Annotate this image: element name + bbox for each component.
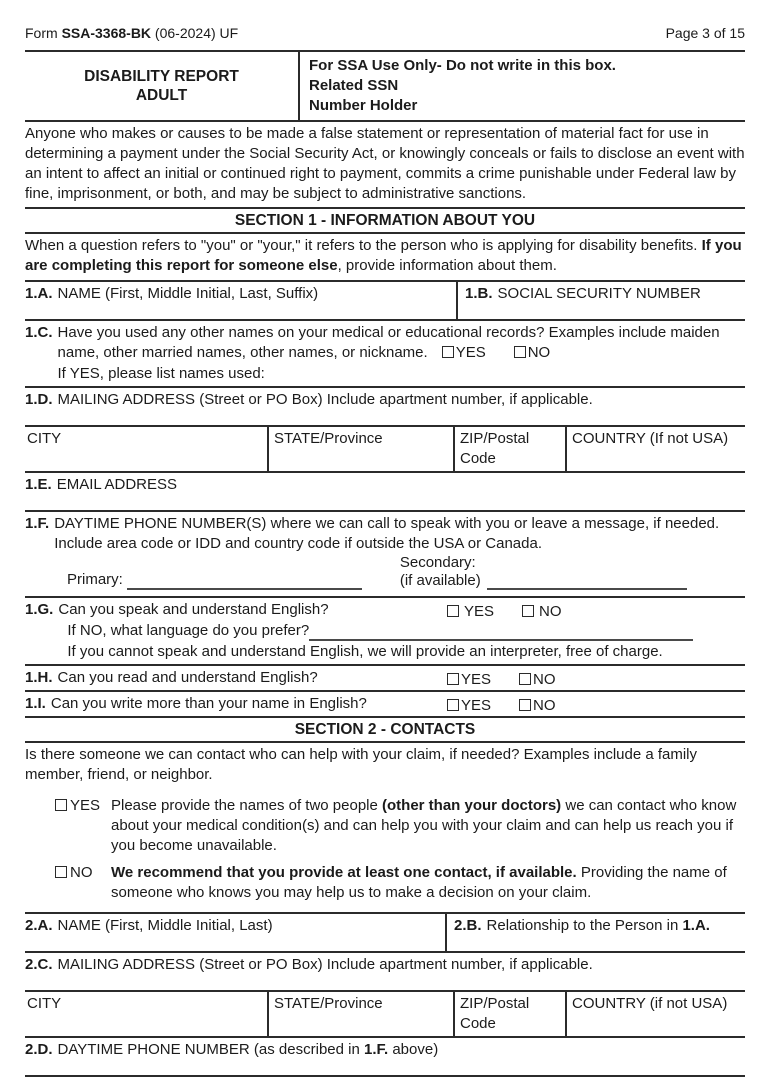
item-label-2d-ref: 1.F. — [363, 1041, 389, 1058]
address-table-1 — [25, 425, 745, 471]
section1-intro — [25, 234, 745, 280]
contact-no-choice — [55, 863, 111, 903]
primary-phone-input-line[interactable] — [127, 575, 362, 590]
contact-phone-input-area[interactable] — [25, 1060, 745, 1073]
state-cell[interactable] — [267, 427, 453, 471]
state-header: STATE/Province — [274, 430, 383, 447]
preferred-language-prompt: If NO, what language do you prefer? — [67, 622, 310, 639]
row-1h-read-english — [25, 664, 745, 690]
other-names-checkbox-group — [442, 344, 551, 361]
item-label-1i: Can you write more than your name in English? — [50, 695, 367, 712]
contact-name-input-area[interactable] — [25, 936, 441, 949]
form-id-prefix: Form — [25, 25, 62, 41]
contact-city-header: CITY — [27, 995, 62, 1012]
number-holder-label: Number Holder — [309, 97, 418, 114]
field-2a-contact-name — [25, 914, 447, 951]
item-label-2d — [58, 1040, 745, 1060]
item-number-2d: 2.D. — [25, 1041, 53, 1058]
names-used-prompt: If YES, please list names used: — [57, 365, 265, 382]
contact-zip-header: ZIP/Postal Code — [460, 995, 530, 1032]
ssa-use-only-note: For SSA Use Only- Do not write in this box. — [309, 57, 616, 74]
row-1i-write-english — [25, 690, 745, 716]
item-label-1b: SOCIAL SECURITY NUMBER — [497, 285, 701, 302]
other-names-no-checkbox[interactable] — [514, 346, 526, 358]
item-number-1d: 1.D. — [25, 391, 53, 408]
item-number-1i: 1.I. — [25, 695, 46, 712]
item-label-1g: Can you speak and understand English? — [58, 601, 329, 618]
zip-header: ZIP/Postal Code — [460, 430, 530, 467]
section1-intro-text1: When a question refers to "you" or "your," it refers to the person who is applying for disability benefits. — [25, 237, 702, 254]
primary-phone-label: Primary: — [67, 571, 123, 588]
read-english-checkbox-group — [447, 670, 556, 690]
contact-no-text — [111, 863, 745, 903]
city-cell[interactable] — [25, 427, 267, 471]
field-2b-relationship — [447, 914, 745, 951]
section1-intro-text2: , provide information about them. — [337, 257, 557, 274]
item-label-2d-text2: above) — [388, 1041, 439, 1058]
write-english-yes-label: YES — [461, 697, 492, 714]
item-number-1b: 1.B. — [465, 285, 493, 302]
contact-zip-cell[interactable] — [453, 992, 565, 1036]
item-label-1a: NAME (First, Middle Initial, Last, Suffix) — [57, 285, 319, 302]
item-label-1c: Have you used any other names on your medical or educational records? Examples include maiden name, other married names, other names, or nickname. — [57, 324, 720, 361]
section1-heading: SECTION 1 - INFORMATION ABOUT YOU — [25, 207, 745, 234]
row-2a-2b — [25, 912, 745, 951]
row-2d-contact-phone — [25, 1036, 745, 1077]
fraud-warning: Anyone who makes or causes to be made a false statement or representation of material fact for use in determining a payment under the Social Security Act, or knowingly conceals or fails to disclose an event with an intent to affect an initial or continued right to payment, commits a crime punishable under Federal law by fine, imprisonment, or both, and may be subject to administrative sanctions. — [25, 125, 745, 202]
row-2c-contact-address — [25, 951, 745, 990]
item-label-2a: NAME (First, Middle Initial, Last) — [57, 917, 273, 934]
field-1a-name — [25, 282, 458, 319]
form-id-suffix: (06-2024) UF — [151, 25, 239, 41]
field-1b-ssn — [458, 282, 745, 319]
preferred-language-input-line[interactable] — [309, 626, 693, 641]
contact-no-checkbox[interactable] — [55, 866, 67, 878]
item-number-1h: 1.H. — [25, 669, 53, 686]
contact-no-text1: Providing the name of someone who knows you may help us to make a decision on your claim. — [111, 864, 727, 901]
other-names-yes-checkbox[interactable] — [442, 346, 454, 358]
write-english-yes-checkbox[interactable] — [447, 699, 459, 711]
write-english-checkbox-group — [447, 696, 556, 716]
item-label-1e: EMAIL ADDRESS — [56, 476, 178, 493]
name-input-area[interactable] — [25, 304, 452, 317]
item-label-1f: DAYTIME PHONE NUMBER(S) where we can call to speak with you or leave a message, if needed. — [54, 515, 720, 532]
speak-english-checkbox-group — [447, 602, 562, 622]
row-1d-mailing-address — [25, 386, 745, 425]
city-header: CITY — [27, 430, 62, 447]
item-label-2d-text1: DAYTIME PHONE NUMBER (as described in — [57, 1041, 364, 1058]
section2-intro: Is there someone we can contact who can help with your claim, if needed? Examples include a family member, friend, or neighbor. — [25, 746, 698, 783]
secondary-label-text: Secondary: — [399, 554, 476, 571]
item-number-2b: 2.B. — [454, 917, 482, 934]
contact-yes-text2: we can contact who know about your medical condition(s) and can help you with your claim and can help us reach you if you become unavailable. — [111, 797, 737, 854]
contact-yes-option — [55, 796, 745, 856]
secondary-phone-label — [400, 554, 481, 590]
country-header: COUNTRY (If not USA) — [572, 430, 729, 447]
item-label-2b-text: Relationship to the Person in — [486, 917, 683, 934]
item-number-2a: 2.A. — [25, 917, 53, 934]
interpreter-note: If you cannot speak and understand English, we will provide an interpreter, free of charge. — [67, 643, 663, 660]
email-input-area[interactable] — [25, 495, 745, 508]
form-title-line2: ADULT — [135, 87, 188, 104]
secondary-label-note: (if available) — [399, 572, 481, 589]
form-id-number: SSA-3368-BK — [61, 25, 152, 41]
item-number-2c: 2.C. — [25, 956, 53, 973]
item-label-2b-ref: 1.A. — [682, 917, 710, 934]
contact-state-cell[interactable] — [267, 992, 453, 1036]
row-1c-other-names — [25, 319, 745, 386]
item-label-1f-line2: Include area code or IDD and country code if outside the USA or Canada. — [54, 535, 542, 552]
contact-state-header: STATE/Province — [274, 995, 383, 1012]
section1-intro-bold: If you are completing this report for someone else — [25, 237, 742, 274]
contact-address-input-area[interactable] — [25, 975, 745, 988]
write-english-no-checkbox[interactable] — [519, 699, 531, 711]
row-1e-email — [25, 471, 745, 510]
form-title — [25, 52, 300, 120]
contact-yes-choice — [55, 796, 111, 856]
read-english-no-label: NO — [533, 671, 556, 688]
form-title-line1: DISABILITY REPORT — [84, 68, 239, 85]
contact-yes-checkbox[interactable] — [55, 799, 67, 811]
item-number-1f: 1.F. — [25, 515, 50, 532]
preferred-language-line — [58, 621, 693, 641]
item-number-1e: 1.E. — [25, 476, 52, 493]
form-id — [25, 24, 238, 42]
write-english-no-label: NO — [533, 697, 556, 714]
speak-english-no-label: NO — [539, 603, 562, 620]
contact-no-bold: We recommend that you provide at least one contact, if available. — [111, 864, 577, 881]
other-names-no-label: NO — [527, 344, 551, 361]
ssn-input-area[interactable] — [465, 304, 745, 317]
page-header — [25, 24, 745, 42]
other-names-yes-label: YES — [455, 344, 486, 361]
country-cell[interactable] — [565, 427, 745, 471]
item-number-1g: 1.G. — [25, 601, 54, 618]
read-english-yes-checkbox[interactable] — [447, 673, 459, 685]
read-english-no-checkbox[interactable] — [519, 673, 531, 685]
phone-input-line — [67, 554, 687, 590]
relationship-input-area[interactable] — [454, 936, 745, 949]
ssa-use-only-box[interactable] — [300, 52, 745, 120]
item-label-2b — [487, 916, 745, 936]
item-number-1c: 1.C. — [25, 324, 53, 341]
item-number-1a: 1.A. — [25, 285, 53, 302]
row-1g-speak-english — [25, 596, 745, 664]
zip-cell[interactable] — [453, 427, 565, 471]
contact-yes-text1: Please provide the names of two people — [111, 797, 383, 814]
speak-english-no-checkbox[interactable] — [522, 605, 534, 617]
contact-yes-bold: (other than your doctors) — [382, 797, 562, 814]
contact-no-label: NO — [70, 864, 93, 881]
contact-yes-text — [111, 796, 745, 856]
item-label-2c: MAILING ADDRESS (Street or PO Box) Include apartment number, if applicable. — [57, 956, 593, 973]
page-number: Page 3 of 15 — [665, 25, 745, 41]
contact-country-header: COUNTRY (if not USA) — [572, 995, 728, 1012]
item-label-1d: MAILING ADDRESS (Street or PO Box) Include apartment number, if applicable. — [57, 391, 593, 408]
contact-country-cell[interactable] — [565, 992, 745, 1036]
section2-heading: SECTION 2 - CONTACTS — [25, 716, 745, 743]
related-ssn-label: Related SSN — [309, 77, 399, 94]
read-english-yes-label: YES — [461, 671, 492, 688]
title-box — [25, 50, 745, 122]
row-1a-1b — [25, 280, 745, 319]
secondary-phone-input-line[interactable] — [487, 575, 687, 590]
contact-no-option — [55, 863, 745, 903]
speak-english-yes-label: YES — [464, 603, 495, 620]
item-label-1h: Can you read and understand English? — [57, 669, 318, 686]
mailing-address-input-area[interactable] — [25, 410, 745, 423]
contact-yes-label: YES — [70, 797, 101, 814]
address-table-2 — [25, 990, 745, 1036]
contact-city-cell[interactable] — [25, 992, 267, 1036]
row-1f-phone — [25, 510, 745, 596]
speak-english-yes-checkbox[interactable] — [447, 605, 459, 617]
